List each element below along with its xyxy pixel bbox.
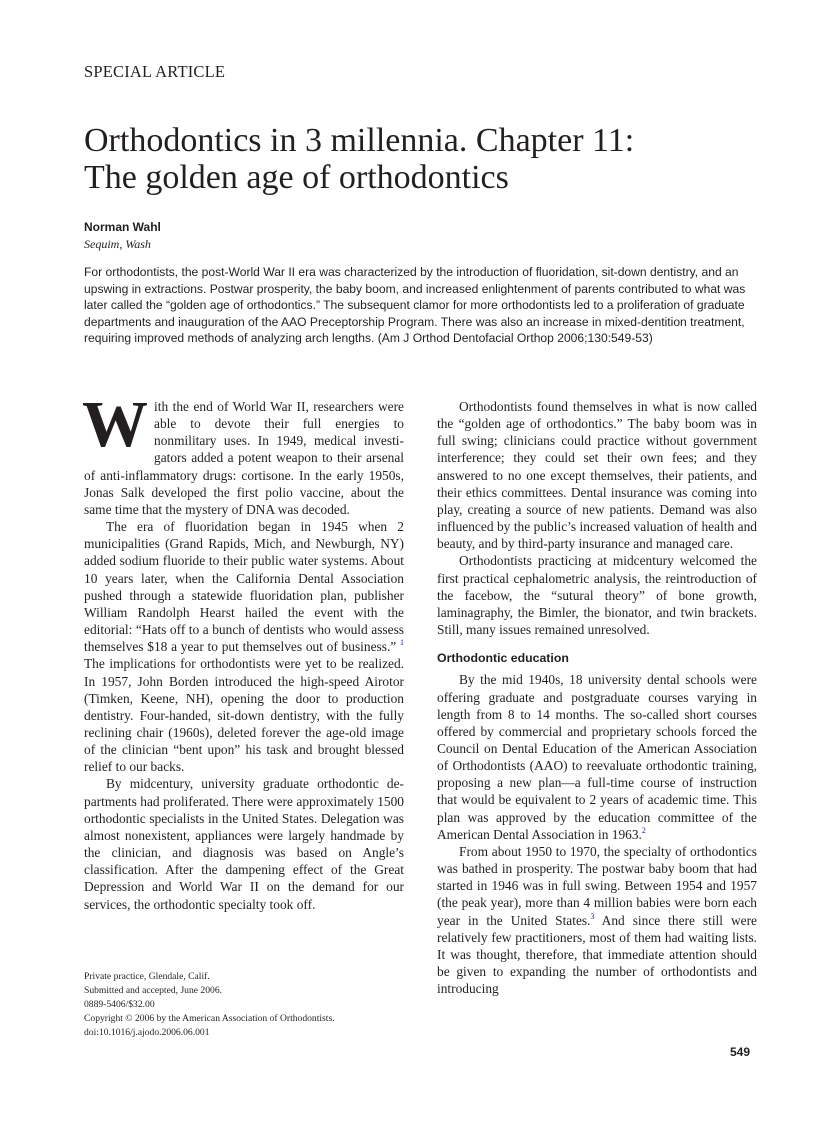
article-title (84, 122, 764, 196)
left-column (82, 388, 404, 913)
reference-link[interactable]: 3 (590, 911, 595, 921)
paragraph: Orthodontists found themselves in what is now called the “golden age of orthodontics.” The baby boom was in full swing; clinicians could practice without government interference; they could set their own fees; and they answered to no one except themselves, their patients, and their ethics committees. Dental insurance was coming into play, creating a source of new patients. Demand was also influenced by the public’s increased valuation of health and beauty, and by third-party insurance and managed care. (437, 399, 757, 552)
section-heading: Orthodontic education (437, 651, 569, 666)
right-column (437, 398, 757, 997)
drop-cap: W (82, 388, 148, 461)
paragraph: By midcentury, university graduate orthodontic departments had proliferated. There were approximately 1500 orthodontic specialists in the United States. Delegation was almost nonexistent, appliances were largely handmade by the clinician, and diagnosis was based on Angle’s classification. After the dampening effect of the Great Depression and World War II on the demand for our services, the orthodontic specialty took off. (84, 776, 404, 912)
footnote-copyright: Copyright © 2006 by the American Association of Orthodontists. (84, 1013, 335, 1024)
paragraph (437, 671, 757, 843)
footnote-issn: 0889-5406/$32.00 (84, 999, 155, 1010)
title-line-1: Orthodontics in 3 millennia. Chapter 11: (84, 122, 635, 159)
paragraph (82, 388, 404, 518)
footnote-affiliation: Private practice, Glendale, Calif. (84, 971, 210, 982)
paragraph: Orthodontists practicing at midcentury welcomed the first practical cephalometric analysis, the reintroduction of the facebow, the “sutural theory” of bone growth, laminagraphy, the Bimler, the bionator, and twin brackets. Still, many issues remained unresolved. (437, 553, 757, 638)
author-name: Norman Wahl (84, 220, 161, 234)
footnote-submitted: Submitted and accepted, June 2006. (84, 985, 223, 996)
footnotes (84, 970, 335, 1040)
paragraph-text: From about 1950 to 1970, the specialty of orthodontics was bathed in prosperity. The postwar baby boom that had started in 1946 was in full swing. Between 1954 and 1957 (the peak year), more than 4 million babies were born each year in the United States. (437, 843, 757, 928)
reference-link[interactable]: 2 (641, 825, 646, 835)
paragraph (84, 518, 404, 775)
reference-link[interactable]: 1 (400, 638, 404, 648)
paragraph-text: The era of fluoridation began in 1945 when 2 municipalities (Grand Rapids, Mich, and Newburgh, NY) added sodium fluoride to their public water systems. About 10 years later, when the California Dental Association pushed through a statewide fluoridation plan, publisher William Randolph Hearst hailed the event with the editorial: “Hats off to a bunch of dentists who would assess themselves $18 a year to put themselves out of business.” (84, 519, 404, 655)
article-type-label: SPECIAL ARTICLE (84, 62, 226, 81)
paragraph-text: And since there still were relatively few practitioners, most of them had waiting lists. It was thought, therefore, that immediate attention should be given to expanding the number of orthodontists and introducing (437, 912, 757, 997)
paragraph (437, 843, 757, 997)
paragraph-text: The implications for orthodontists were yet to be realized. In 1957, John Borden introduced the high-speed Airotor (Timken, Keene, NH), opening the door to production dentistry. Four-handed, sit-down dentistry, with the fully reclining chair (1960s), deleted forever the age-old image of the clinician “bent upon” his task and brought blessed relief to our backs. (84, 656, 404, 775)
page-number: 549 (730, 1045, 751, 1059)
paragraph-text: By the mid 1940s, 18 university dental schools were offering graduate and postgraduate courses varying in length from 8 to 14 months. The so-called short courses offered by commercial and proprietary schools forced the Council on Dental Education of the American Association of Orthodontists (AAO) to reevaluate orthodontic training, proposing a new plan—a full-time course of instruction that would be equivalent to 2 years of academic time. This plan was approved by the education committee of the American Dental Association in 1963. (437, 672, 757, 842)
paragraph-text: ith the end of World War II, researchers were able to devote their full energies to nonmilitary uses. In 1949, medical investigators added a potent weapon to their arsenal of anti-inflammatory drugs: cortisone. In the early 1950s, Jonas Salk developed the first polio vaccine, about the same time that the mystery of DNA was decoded. (84, 399, 404, 517)
footnote-doi[interactable]: doi:10.1016/j.ajodo.2006.06.001 (84, 1027, 210, 1038)
abstract: For orthodontists, the post-World War II era was characterized by the introduction of fluoridation, sit-down dentistry, and an upswing in extractions. Postwar prosperity, the baby boom, and increased enlightenment of parents contributed to what was later called the “golden age of orthodontics.” The subsequent clamor for more orthodontists led to a proliferation of graduate departments and inauguration of the AAO Preceptorship Program. There was also an increase in mixed-dentition treatment, requiring improved methods of analyzing arch lengths. (Am J Orthod Dentofacial Orthop 2006;130:549-53) (84, 265, 746, 346)
author-affiliation: Sequim, Wash (84, 237, 151, 251)
title-line-2: The golden age of orthodontics (84, 159, 509, 196)
